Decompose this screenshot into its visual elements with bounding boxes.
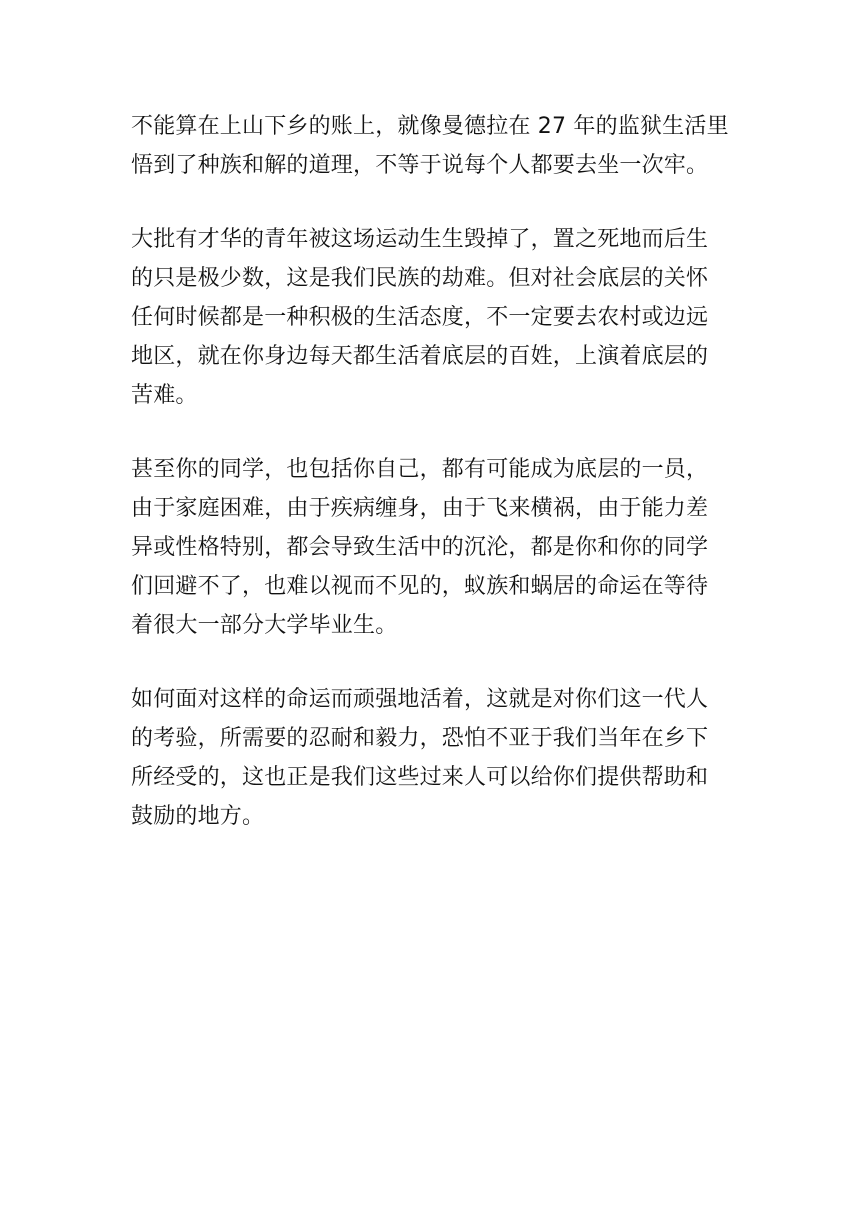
paragraph-1 <box>131 107 731 185</box>
paragraph-line: 如何面对这样的命运而顽强地活着，这就是对你们这一代人 <box>131 687 709 712</box>
paragraph-line: 不能算在上山下乡的账上，就像曼德拉在 27 年的监狱生活里 <box>131 114 729 139</box>
paragraph-line: 甚至你的同学，也包括你自己，都有可能成为底层的一员， <box>131 457 709 482</box>
paragraph-line: 苦难。 <box>131 383 198 408</box>
document-body <box>131 107 731 871</box>
paragraph-line: 们回避不了，也难以视而不见的，蚁族和蜗居的命运在等待 <box>131 574 709 599</box>
paragraph-4 <box>131 680 731 836</box>
paragraph-line: 着很大一部分大学毕业生。 <box>131 613 398 638</box>
paragraph-line: 鼓励的地方。 <box>131 804 265 829</box>
paragraph-line: 的只是极少数，这是我们民族的劫难。但对社会底层的关怀 <box>131 266 709 291</box>
paragraph-line: 异或性格特别，都会导致生活中的沉沦，都是你和你的同学 <box>131 535 709 560</box>
paragraph-line: 大批有才华的青年被这场运动生生毁掉了，置之死地而后生 <box>131 227 709 252</box>
paragraph-line: 任何时候都是一种积极的生活态度，不一定要去农村或边远 <box>131 305 709 330</box>
paragraph-line: 悟到了种族和解的道理，不等于说每个人都要去坐一次牢。 <box>131 153 709 178</box>
paragraph-3 <box>131 450 731 645</box>
paragraph-2 <box>131 220 731 415</box>
paragraph-line: 的考验，所需要的忍耐和毅力，恐怕不亚于我们当年在乡下 <box>131 726 709 751</box>
paragraph-line: 由于家庭困难，由于疾病缠身，由于飞来横祸，由于能力差 <box>131 496 709 521</box>
paragraph-line: 所经受的，这也正是我们这些过来人可以给你们提供帮助和 <box>131 765 709 790</box>
paragraph-line: 地区，就在你身边每天都生活着底层的百姓，上演着底层的 <box>131 344 709 369</box>
